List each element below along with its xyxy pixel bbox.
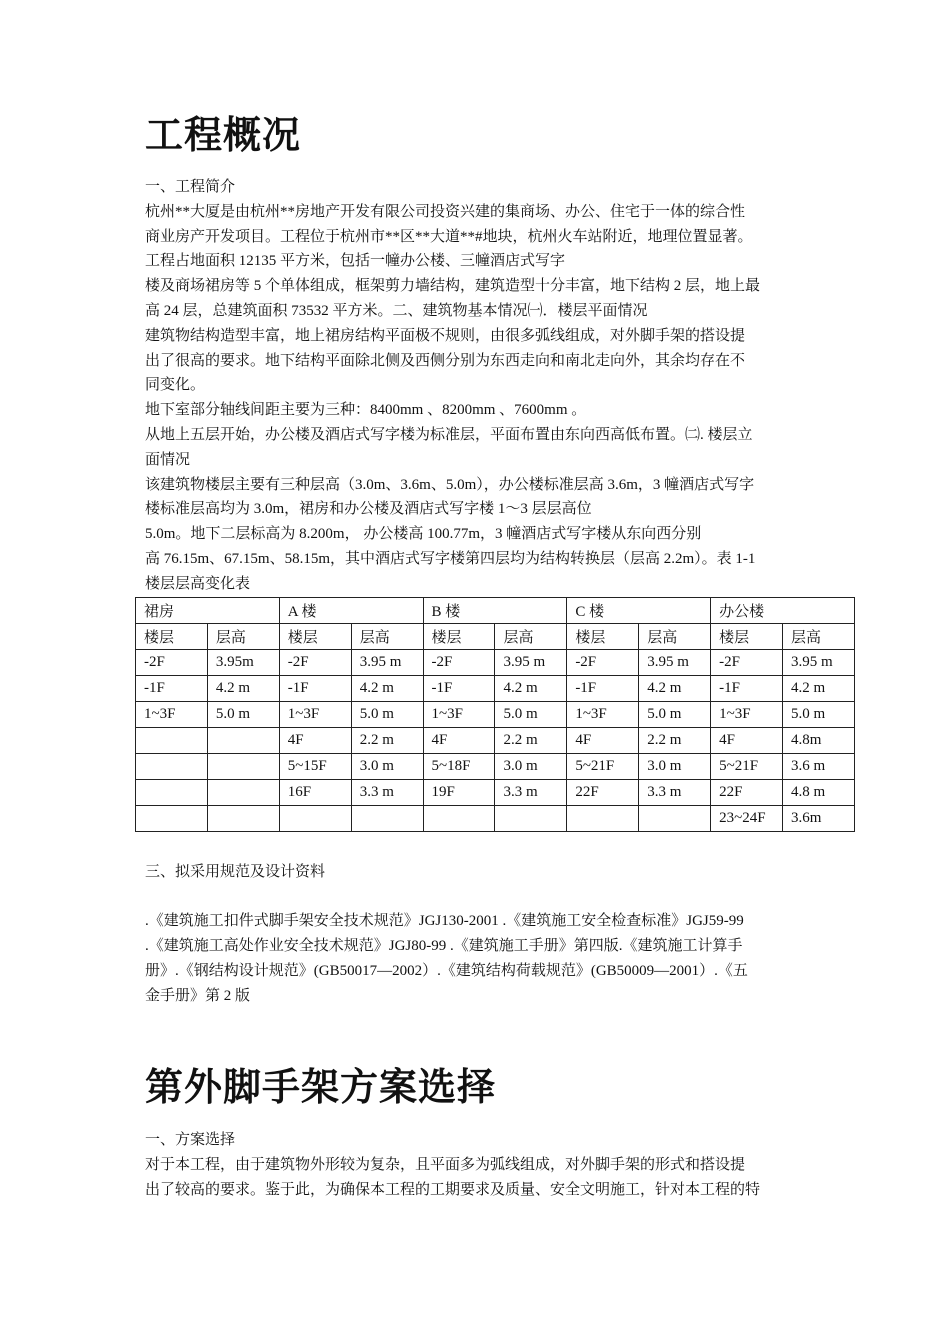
table-cell: 4F bbox=[423, 728, 495, 754]
table-cell: -1F bbox=[711, 676, 783, 702]
table-subheader: 楼层 bbox=[423, 624, 495, 650]
table-group-header: C 楼 bbox=[567, 598, 711, 624]
table-cell: 2.2 m bbox=[639, 728, 711, 754]
table-subheader: 层高 bbox=[495, 624, 567, 650]
paragraph-line: 建筑物结构造型丰富，地上裙房结构平面极不规则，由很多弧线组成，对外脚手架的搭设提 bbox=[145, 328, 746, 344]
table-cell bbox=[423, 806, 495, 832]
table-row bbox=[136, 676, 855, 702]
section-heading: 一、方案选择 bbox=[145, 1132, 236, 1148]
table-cell: 1~3F bbox=[423, 702, 495, 728]
table-cell bbox=[351, 806, 423, 832]
table-cell: 4.2 m bbox=[495, 676, 567, 702]
table-cell: 5~21F bbox=[711, 754, 783, 780]
table-cell: 3.95 m bbox=[351, 650, 423, 676]
table-cell: -1F bbox=[423, 676, 495, 702]
table-cell: 2.2 m bbox=[351, 728, 423, 754]
paragraph-line: 对于本工程，由于建筑物外形较为复杂，且平面多为弧线组成，对外脚手架的形式和搭设提 bbox=[145, 1157, 746, 1173]
table-cell: 5.0 m bbox=[495, 702, 567, 728]
table-cell: -1F bbox=[136, 676, 208, 702]
table-cell bbox=[639, 806, 711, 832]
section-title: 工程概况 bbox=[145, 113, 302, 157]
table-subheader: 楼层 bbox=[136, 624, 208, 650]
table-cell: 4F bbox=[711, 728, 783, 754]
paragraph-line: 出了较高的要求。鉴于此，为确保本工程的工期要求及质量、安全文明施工，针对本工程的特 bbox=[145, 1182, 761, 1198]
table-group-header: B 楼 bbox=[423, 598, 567, 624]
table-cell bbox=[207, 754, 279, 780]
table-group-header: 办公楼 bbox=[711, 598, 855, 624]
table-row bbox=[136, 806, 855, 832]
table-cell: 5.0 m bbox=[639, 702, 711, 728]
table-row bbox=[136, 754, 855, 780]
table-cell bbox=[495, 806, 567, 832]
paragraph-line: 册》.《钢结构设计规范》(GB50017—2002）.《建筑结构荷载规范》(GB50009—2001）.《五 bbox=[145, 963, 748, 979]
table-cell: 16F bbox=[279, 780, 351, 806]
table-cell bbox=[136, 728, 208, 754]
table-group-header-row bbox=[136, 598, 855, 624]
table-subheader-row bbox=[136, 624, 855, 650]
table-cell: 5.0 m bbox=[351, 702, 423, 728]
paragraph-line: .《建筑施工扣件式脚手架安全技术规范》JGJ130-2001 .《建筑施工安全检查标准》JGJ59-99 bbox=[145, 913, 744, 929]
table-cell: 4.2 m bbox=[207, 676, 279, 702]
table-subheader: 层高 bbox=[783, 624, 855, 650]
table-group-header: 裙房 bbox=[136, 598, 280, 624]
paragraph-line: 楼标准层高均为 3.0m，裙房和办公楼及酒店式写字楼 1～3 层层高位 bbox=[145, 501, 592, 517]
table-cell: -2F bbox=[279, 650, 351, 676]
paragraph-line: 地下室部分轴线间距主要为三种：8400mm 、8200mm 、7600mm 。 bbox=[145, 402, 587, 418]
table-cell bbox=[567, 806, 639, 832]
paragraph-line: .《建筑施工高处作业安全技术规范》JGJ80-99 .《建筑施工手册》第四版.《建筑施工计算手 bbox=[145, 938, 743, 954]
table-cell: 4F bbox=[567, 728, 639, 754]
paragraph-line: 杭州**大厦是由杭州**房地产开发有限公司投资兴建的集商场、办公、住宅于一体的综合性 bbox=[145, 204, 746, 220]
table-cell: 4.2 m bbox=[783, 676, 855, 702]
paragraph-line: 从地上五层开始，办公楼及酒店式写字楼为标准层，平面布置由东向西高低布置。㈡. 楼层立 bbox=[145, 427, 753, 443]
table-cell: 2.2 m bbox=[495, 728, 567, 754]
paragraph-line: 金手册》第 2 版 bbox=[145, 988, 251, 1004]
table-cell: 3.95 m bbox=[495, 650, 567, 676]
paragraph-line: 楼及商场裙房等 5 个单体组成，框架剪力墙结构，建筑造型十分丰富，地下结构 2 层，地上最 bbox=[145, 278, 761, 294]
table-cell bbox=[207, 806, 279, 832]
table-cell: 3.0 m bbox=[495, 754, 567, 780]
table-subheader: 层高 bbox=[351, 624, 423, 650]
table-cell bbox=[279, 806, 351, 832]
table-cell: 4.8 m bbox=[783, 780, 855, 806]
paragraph-line: 高 24 层，总建筑面积 73532 平方米。二、建筑物基本情况㈠．楼层平面情况 bbox=[145, 303, 648, 319]
table-cell: -2F bbox=[136, 650, 208, 676]
table-cell: 22F bbox=[567, 780, 639, 806]
paragraph-line: 同变化。 bbox=[145, 377, 206, 393]
table-cell: -2F bbox=[567, 650, 639, 676]
table-cell: 3.95 m bbox=[639, 650, 711, 676]
table-cell: 3.3 m bbox=[495, 780, 567, 806]
table-cell: 5~18F bbox=[423, 754, 495, 780]
table-cell: 5.0 m bbox=[783, 702, 855, 728]
paragraph-line: 工程占地面积 12135 平方米，包括一幢办公楼、三幢酒店式写字 bbox=[145, 253, 566, 269]
paragraph-line: 高 76.15m、67.15m、58.15m，其中酒店式写字楼第四层均为结构转换层（层高 2.2m）。表 1-1 bbox=[145, 551, 756, 567]
table-cell: 22F bbox=[711, 780, 783, 806]
table-cell: -1F bbox=[279, 676, 351, 702]
table-row bbox=[136, 780, 855, 806]
table-group-header: A 楼 bbox=[279, 598, 423, 624]
table-cell: 1~3F bbox=[136, 702, 208, 728]
paragraph-line: 出了很高的要求。地下结构平面除北侧及西侧分别为东西走向和南北走向外，其余均存在不 bbox=[145, 353, 746, 369]
section-title: 第外脚手架方案选择 bbox=[145, 1065, 497, 1109]
table-row bbox=[136, 650, 855, 676]
table-cell: 3.0 m bbox=[351, 754, 423, 780]
table-cell: 4.2 m bbox=[351, 676, 423, 702]
paragraph-line: 面情况 bbox=[145, 452, 191, 468]
table-cell bbox=[136, 806, 208, 832]
table-cell: 4F bbox=[279, 728, 351, 754]
table-cell: 5.0 m bbox=[207, 702, 279, 728]
table-cell: 3.6 m bbox=[783, 754, 855, 780]
table-row bbox=[136, 702, 855, 728]
section-heading: 一、工程简介 bbox=[145, 179, 236, 195]
paragraph-line: 商业房产开发项目。工程位于杭州市**区**大道**#地块，杭州火车站附近，地理位置显著。 bbox=[145, 229, 753, 245]
table-cell: 3.3 m bbox=[351, 780, 423, 806]
table-cell: 19F bbox=[423, 780, 495, 806]
table-caption: 楼层层高变化表 bbox=[145, 576, 251, 592]
table-cell: 3.3 m bbox=[639, 780, 711, 806]
table-cell: 3.95m bbox=[207, 650, 279, 676]
table-row bbox=[136, 728, 855, 754]
table-cell: -1F bbox=[567, 676, 639, 702]
table-cell: 4.8m bbox=[783, 728, 855, 754]
table-cell bbox=[136, 754, 208, 780]
paragraph-line: 该建筑物楼层主要有三种层高（3.0m、3.6m、5.0m），办公楼标准层高 3.6m，3 幢酒店式写字 bbox=[145, 477, 755, 493]
table-subheader: 层高 bbox=[639, 624, 711, 650]
table-subheader: 层高 bbox=[207, 624, 279, 650]
paragraph-line: 5.0m。地下二层标高为 8.200m， 办公楼高 100.77m，3 幢酒店式写字楼从东向西分别 bbox=[145, 526, 702, 542]
table-cell bbox=[207, 728, 279, 754]
table-cell: 5~15F bbox=[279, 754, 351, 780]
table-cell: 23~24F bbox=[711, 806, 783, 832]
table-cell: 3.6m bbox=[783, 806, 855, 832]
table-cell bbox=[136, 780, 208, 806]
table-cell: -2F bbox=[711, 650, 783, 676]
section-heading: 三、拟采用规范及设计资料 bbox=[145, 864, 326, 880]
table-cell: 1~3F bbox=[279, 702, 351, 728]
table-subheader: 楼层 bbox=[711, 624, 783, 650]
table-cell: 1~3F bbox=[567, 702, 639, 728]
table-cell: -2F bbox=[423, 650, 495, 676]
table-cell: 3.95 m bbox=[783, 650, 855, 676]
table-cell: 3.0 m bbox=[639, 754, 711, 780]
table-cell bbox=[207, 780, 279, 806]
table-subheader: 楼层 bbox=[279, 624, 351, 650]
table-cell: 4.2 m bbox=[639, 676, 711, 702]
table-cell: 1~3F bbox=[711, 702, 783, 728]
floor-height-table bbox=[135, 597, 855, 832]
table-subheader: 楼层 bbox=[567, 624, 639, 650]
table-cell: 5~21F bbox=[567, 754, 639, 780]
